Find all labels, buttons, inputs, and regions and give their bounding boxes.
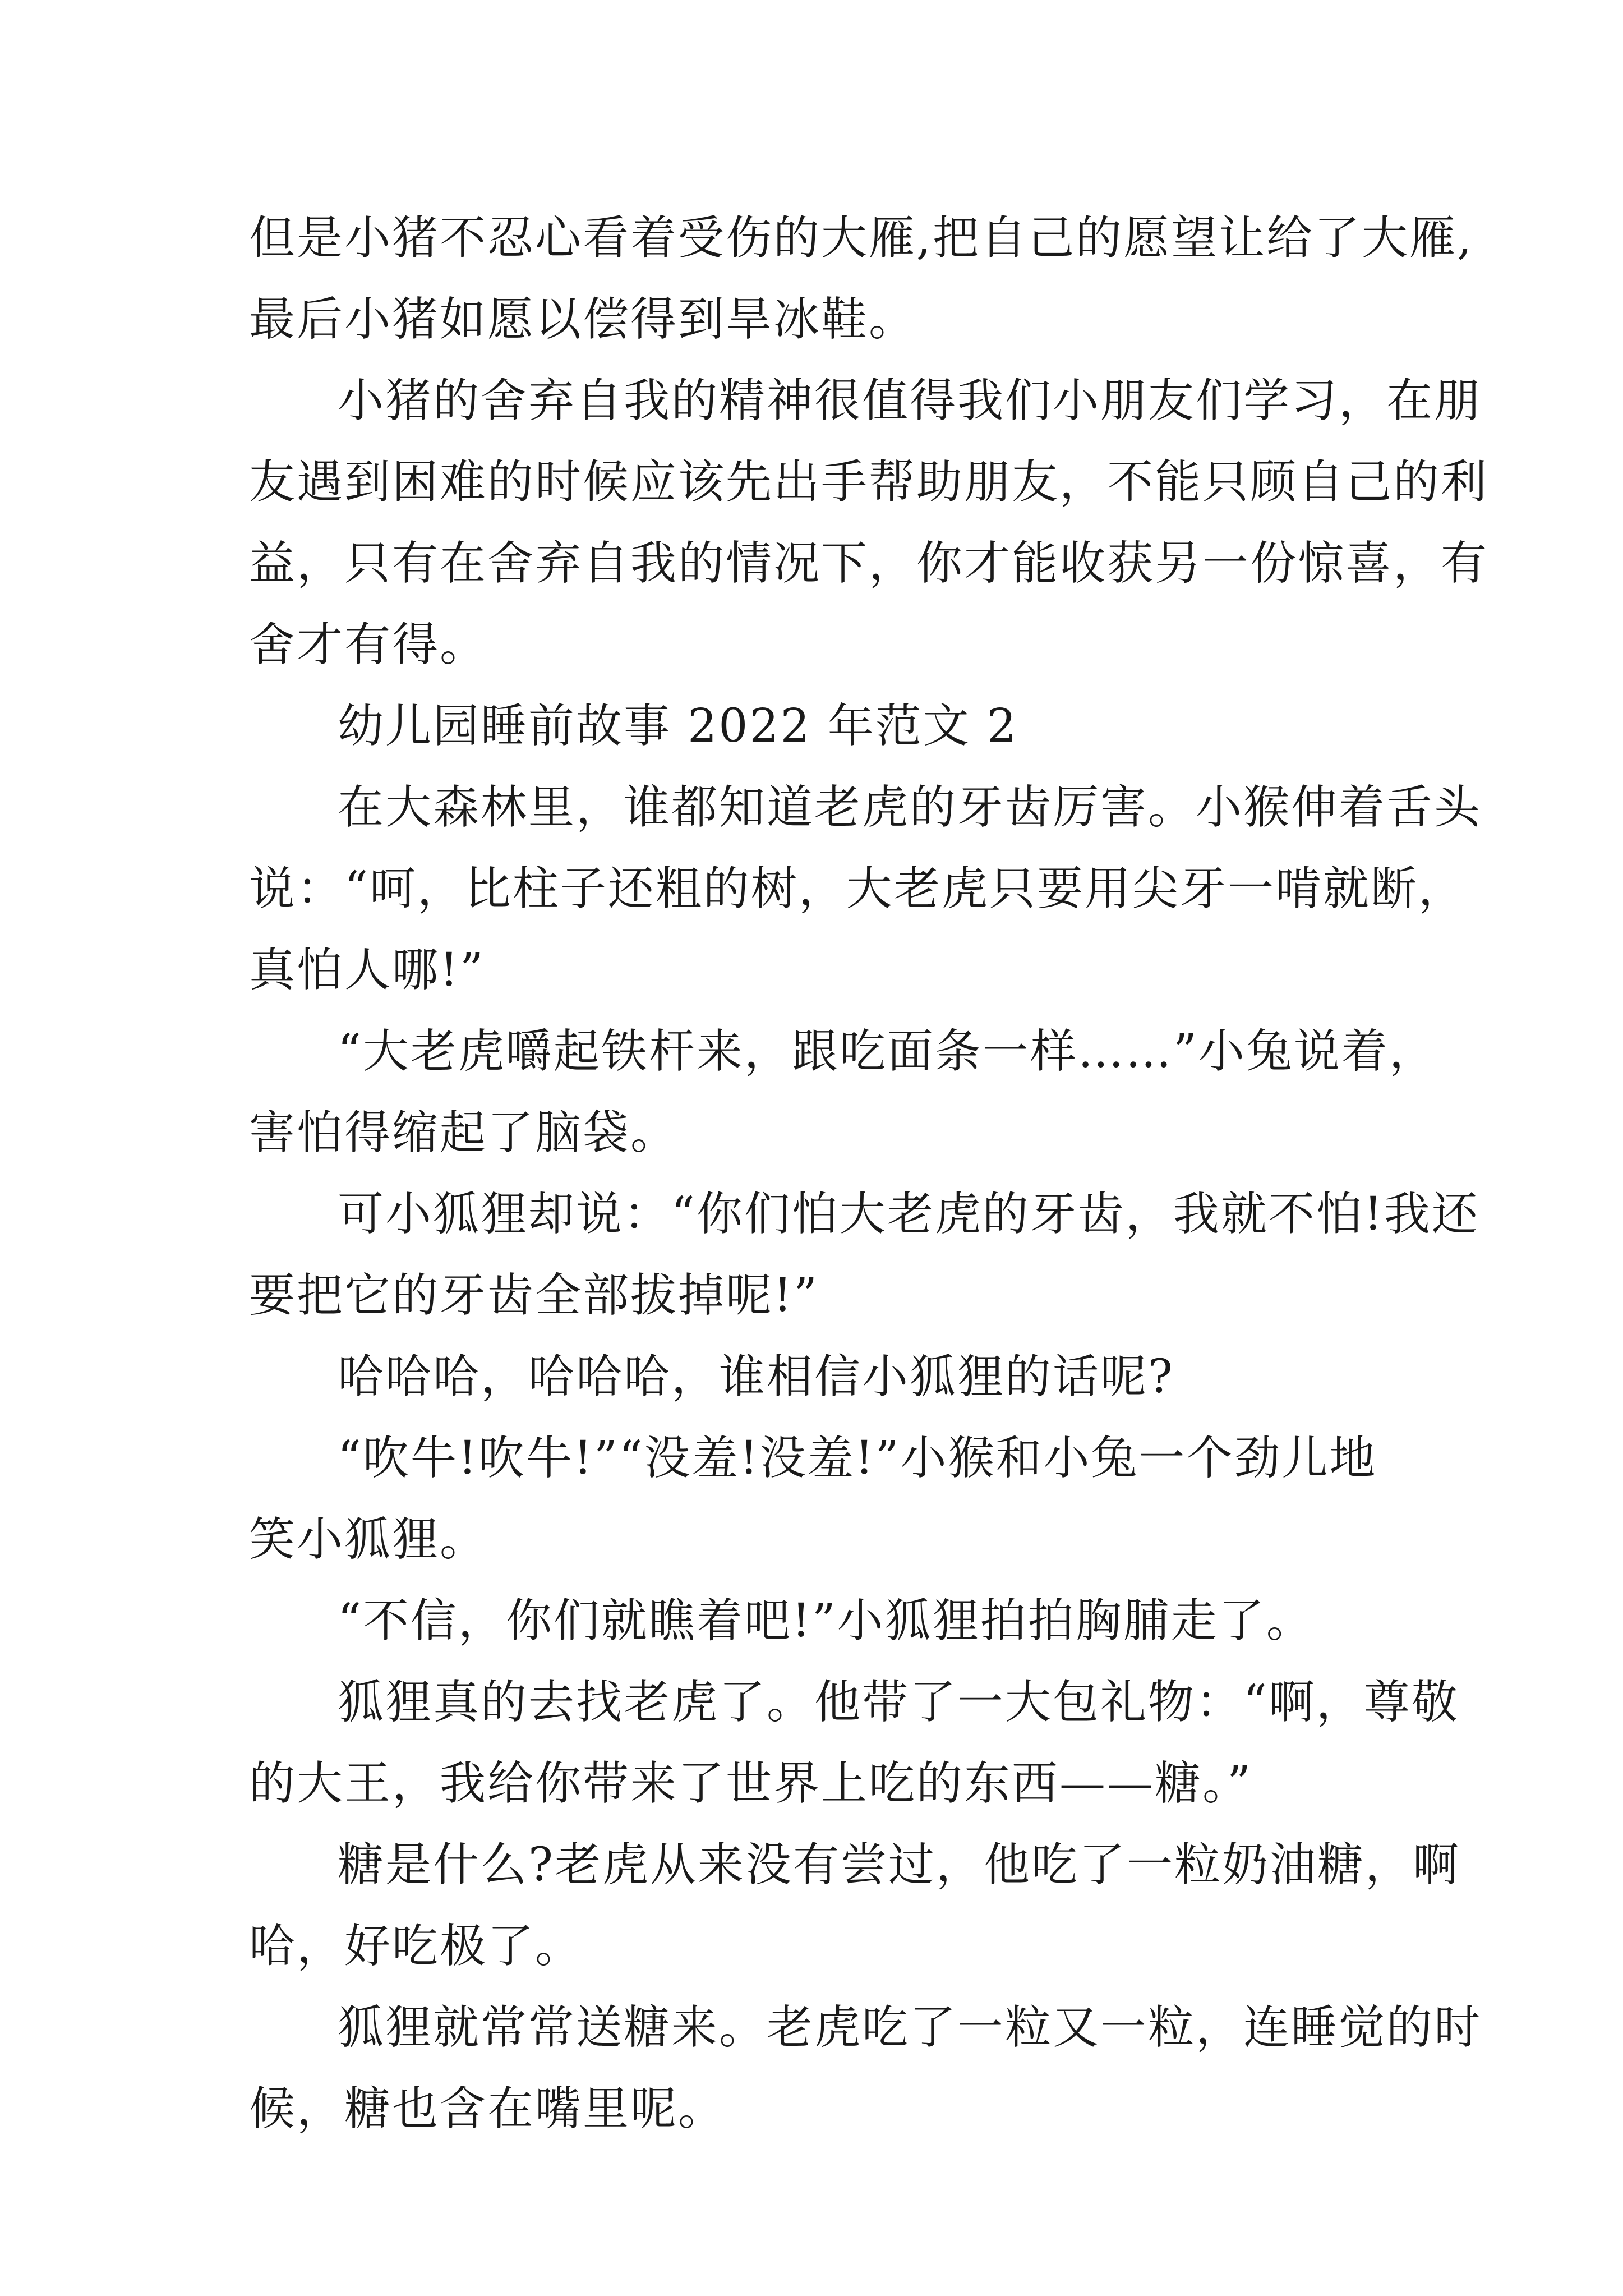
paragraph	[249, 1174, 1479, 1336]
paragraph	[249, 197, 1474, 360]
section-heading	[249, 685, 1449, 767]
text-line: 糖是什么?老虎从来没有尝过，他吃了一粒奶油糖，啊	[338, 1838, 1460, 1892]
text-line: 要把它的牙齿全部拔掉呢!”	[249, 1269, 819, 1322]
paragraph	[249, 360, 1489, 685]
text-line: “大老虎嚼起铁杆来，跟吃面条一样……”小兔说着，	[338, 1025, 1437, 1078]
text-line: 可小狐狸却说：“你们怕大老虎的牙齿，我就不怕!我还	[338, 1188, 1479, 1241]
paragraph	[249, 1824, 1460, 1987]
text-line: 狐狸就常常送糖来。老虎吃了一粒又一粒，连睡觉的时	[338, 2001, 1482, 2054]
paragraph	[249, 1418, 1449, 1580]
text-line: “吹牛!吹牛!”“没羞!没羞!”小猴和小兔一个劲儿地	[338, 1432, 1377, 1485]
paragraph	[249, 1580, 1449, 1662]
section-heading-text: 幼儿园睡前故事 2022 年范文 2	[338, 700, 1018, 753]
text-line: 狐狸真的去找老虎了。他带了一大包礼物：“啊，尊敬	[338, 1676, 1459, 1729]
text-line: 的大王，我给你带来了世界上吃的东西——糖。”	[249, 1757, 1252, 1810]
text-line: 小猪的舍弃自我的精神很值得我们小朋友们学习，在朋	[338, 374, 1482, 427]
paragraph	[249, 767, 1482, 1011]
text-line: 候，糖也含在嘴里呢。	[249, 2082, 726, 2136]
text-line: 最后小猪如愿以偿得到旱冰鞋。	[249, 293, 917, 346]
text-line: 但是小猪不忍心看着受伤的大雁,把自己的愿望让给了大雁,	[249, 211, 1474, 265]
text-line: 益，只有在舍弃自我的情况下，你才能收获另一份惊喜，有	[249, 537, 1489, 590]
paragraph	[249, 1336, 1449, 1418]
text-line: 说：“呵，比柱子还粗的树，大老虎只要用尖牙一啃就断，	[249, 862, 1466, 915]
paragraph	[249, 1011, 1449, 1174]
paragraph	[249, 1662, 1459, 1824]
text-line: 友遇到困难的时候应该先出手帮助朋友，不能只顾自己的利	[249, 455, 1489, 509]
text-line: 真怕人哪!”	[249, 944, 485, 997]
text-line: “不信，你们就瞧着吧!”小狐狸拍拍胸脯走了。	[338, 1594, 1314, 1648]
text-line: 在大森林里，谁都知道老虎的牙齿厉害。小猴伸着舌头	[338, 781, 1482, 834]
paragraph	[249, 1987, 1482, 2150]
text-line: 哈，好吃极了。	[249, 1920, 583, 1973]
text-line: 舍才有得。	[249, 618, 488, 671]
text-line: 笑小狐狸。	[249, 1513, 488, 1566]
text-line: 哈哈哈，哈哈哈，谁相信小狐狸的话呢?	[338, 1350, 1174, 1404]
document-body	[249, 197, 1489, 2150]
text-line: 害怕得缩起了脑袋。	[249, 1106, 679, 1159]
